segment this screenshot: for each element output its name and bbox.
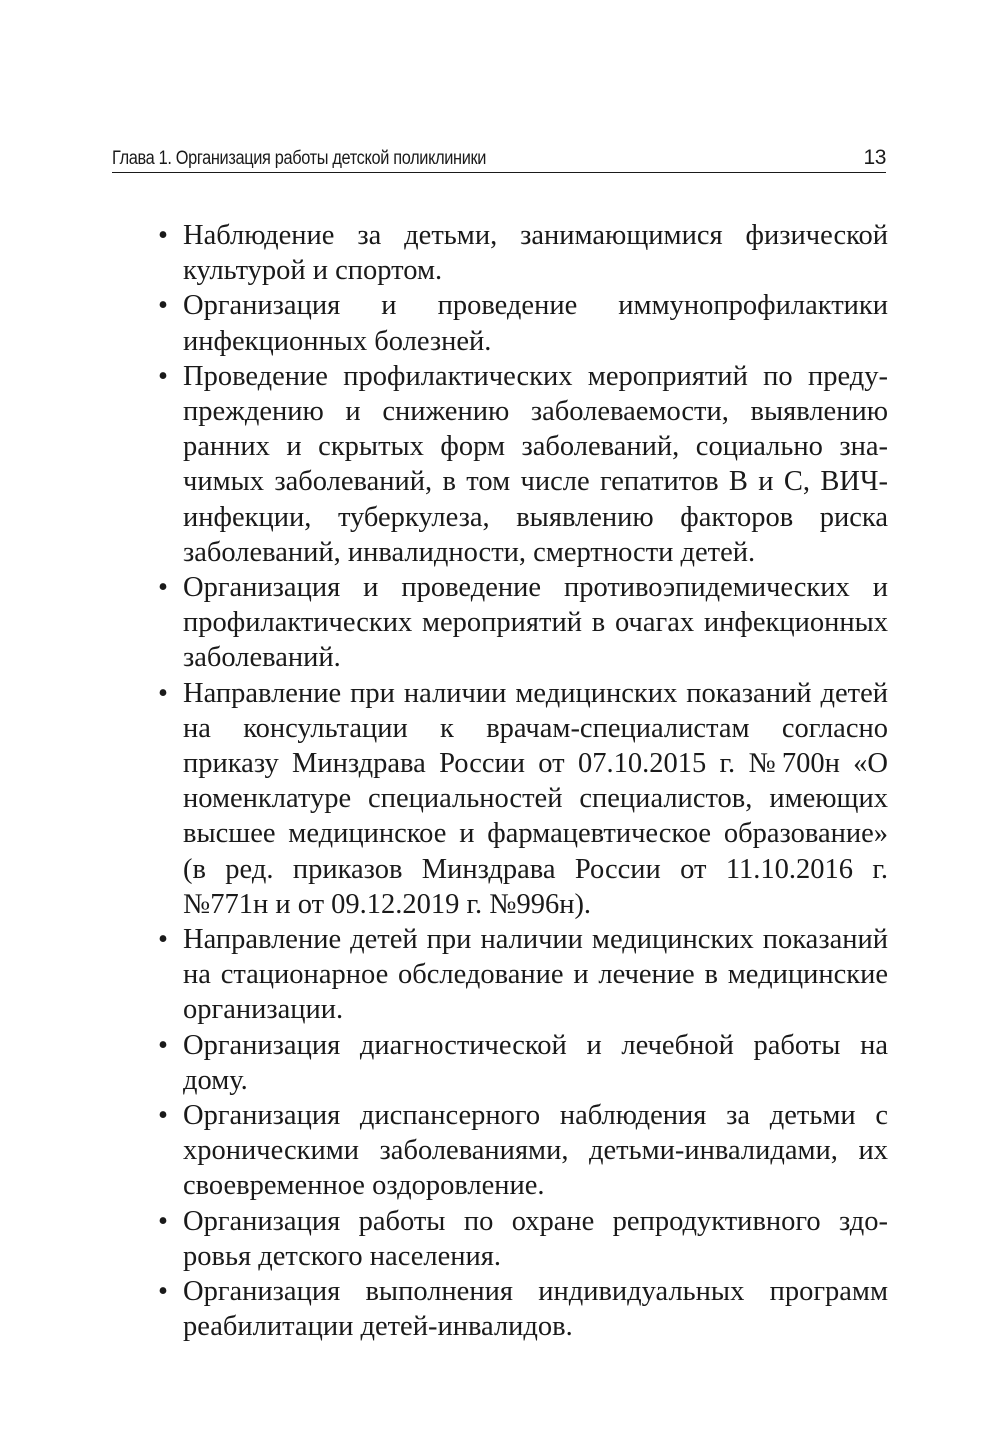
list-item xyxy=(150,288,888,358)
bullet-icon: • xyxy=(158,360,168,392)
list-item xyxy=(150,218,888,288)
list-item-text: Организация диагностической и лечебной работы на дому. xyxy=(183,1029,888,1096)
list-item-text: Наблюдение за детьми, занимающимися физической культурой и спортом. xyxy=(183,220,888,287)
bullet-icon: • xyxy=(158,1276,168,1308)
bullet-icon: • xyxy=(158,290,168,322)
page-number: 13 xyxy=(863,146,886,169)
bullet-icon: • xyxy=(158,1100,168,1132)
list-item xyxy=(150,1204,888,1274)
header-divider xyxy=(112,172,886,173)
bullet-icon: • xyxy=(158,924,168,956)
page-body xyxy=(150,218,888,1345)
list-item-text: Проведение профилактических мероприятий по предупреждению и снижению заболеваемости, выявлению ранних и скрытых форм заболеваний, социально значимых заболеваний, в том числе гепатитов В и С, ВИЧ-инфекции, туберкулеза, выявлению факторов риска заболеваний, инвалидности, смертности детей. xyxy=(183,360,888,568)
list-item xyxy=(150,570,888,676)
list-item-text: Организация и проведение противоэпидемических и профилактических мероприятий в очагах инфекционных заболеваний. xyxy=(183,572,888,674)
list-item xyxy=(150,1098,888,1204)
list-item-text: Организация выполнения индивидуальных программ реабилитации детей-инвалидов. xyxy=(183,1276,888,1343)
bullet-icon: • xyxy=(158,572,168,604)
list-item xyxy=(150,1274,888,1344)
bullet-list xyxy=(150,218,888,1345)
list-item xyxy=(150,359,888,570)
bullet-icon: • xyxy=(158,1205,168,1237)
list-item xyxy=(150,1028,888,1098)
running-header xyxy=(112,140,886,170)
list-item-text: Направление детей при наличии медицинских показаний на стационарное обследование и лечение в медицинские организации. xyxy=(183,924,888,1026)
list-item xyxy=(150,922,888,1028)
bullet-icon: • xyxy=(158,677,168,709)
bullet-icon: • xyxy=(158,220,168,251)
bullet-icon: • xyxy=(158,1029,168,1061)
chapter-title: Глава 1. Организация работы детской поликлиники xyxy=(112,148,487,169)
list-item-text: Организация и проведение иммунопрофилактики инфекционных болезней. xyxy=(183,290,888,357)
list-item-text: Организация работы по охране репродуктивного здоровья детского населения. xyxy=(183,1205,888,1272)
list-item-text: Направление при наличии медицинских показаний детей на консультации к врачам-специалистам согласно приказу Минздрава России от 07.10.2015 г. №700н «О номенклатуре специальностей специалистов, имеющих высшее медицинское и фармацевтическое образование» (в ред. приказов Минздрава России от 11.10.2016 г. №771н и от 09.12.2019 г. №996н). xyxy=(183,677,888,920)
list-item xyxy=(150,676,888,922)
list-item-text: Организация диспансерного наблюдения за детьми с хроническими заболеваниями, детьми-инвалидами, их своевременное оздоровление. xyxy=(183,1100,888,1202)
